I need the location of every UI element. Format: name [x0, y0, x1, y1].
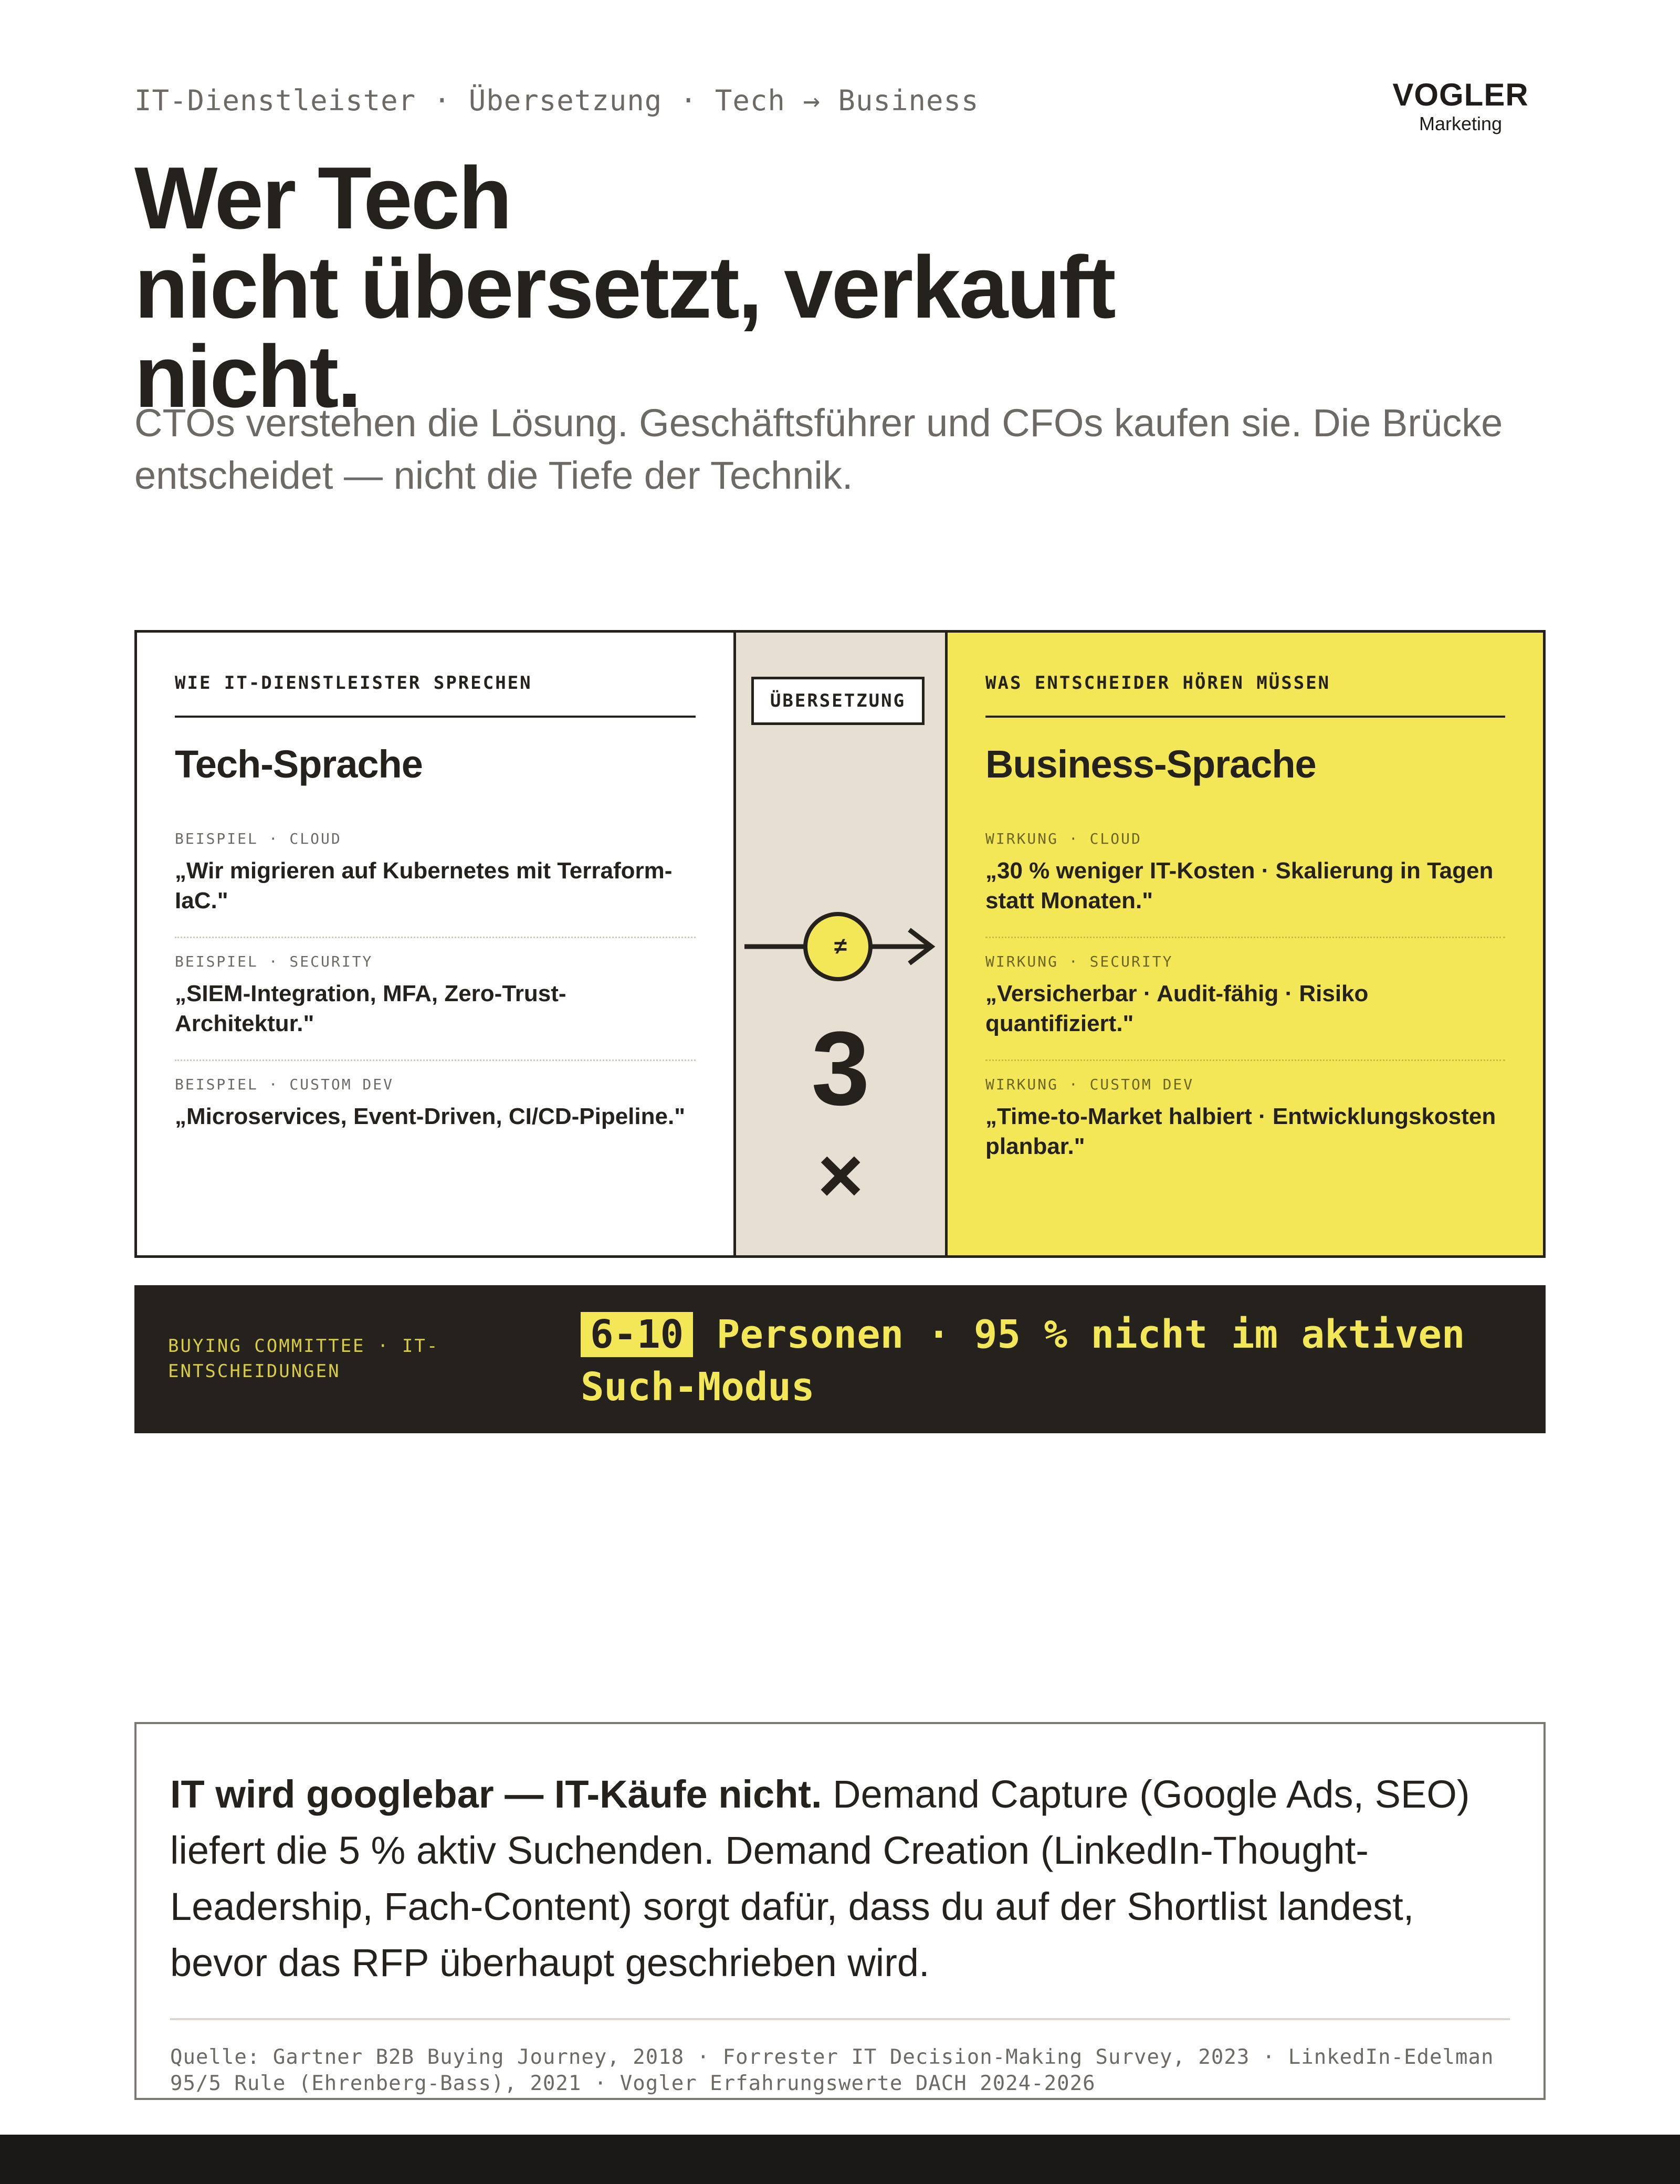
- tech-example-custom-dev: [175, 1061, 696, 1152]
- example-label: BEISPIEL · SECURITY: [175, 953, 373, 970]
- insight-text: [170, 1766, 1510, 1991]
- not-equal-icon: ≠: [834, 933, 847, 959]
- multiply-icon: ×: [817, 1131, 864, 1219]
- headline: [134, 149, 1342, 426]
- example-text: „Microservices, Event-Driven, CI/CD-Pipeline.": [175, 1104, 686, 1129]
- effect-text: „Versicherbar · Audit-fähig · Risiko quantifiziert.": [985, 981, 1369, 1036]
- tech-example-security: [175, 938, 696, 1061]
- divider: [170, 2018, 1510, 2020]
- translation-column: [736, 633, 948, 1255]
- business-effect-custom-dev: [985, 1061, 1505, 1182]
- example-text: „Wir migrieren auf Kubernetes mit Terraform-IaC.": [175, 858, 673, 914]
- insight-lead: IT wird googlebar — IT-Käufe nicht.: [170, 1772, 822, 1816]
- source-citation: Quelle: Gartner B2B Buying Journey, 2018 · Forrester IT Decision-Making Survey, 2023 · LinkedIn-Edelman 95/5 Rule (Ehrenberg-Bass), 2021 · Vogler Erfahrungswerte DACH 2024-2026: [170, 2045, 1494, 2095]
- tech-example-cloud: [175, 815, 696, 938]
- tech-column-eyebrow: WIE IT-DIENSTLEISTER SPRECHEN: [175, 673, 696, 718]
- business-column-eyebrow: WAS ENTSCHEIDER HÖREN MÜSSEN: [985, 673, 1505, 718]
- translation-badge: ÜBERSETZUNG: [751, 677, 925, 725]
- example-label: BEISPIEL · CUSTOM DEV: [175, 1076, 394, 1093]
- logo-subline: Marketing: [1419, 113, 1503, 134]
- headline-line-3: nicht.: [134, 327, 360, 426]
- insight-card: [134, 1722, 1546, 2100]
- stat-rest: Personen · 95 % nicht im aktiven Such-Modus: [581, 1312, 1465, 1410]
- footer-bar: [0, 2135, 1680, 2184]
- brand-logo[interactable]: [1377, 78, 1545, 135]
- example-label: BEISPIEL · CLOUD: [175, 830, 342, 847]
- headline-line-2: nicht übersetzt, verkauft: [134, 238, 1115, 337]
- stat-label: BUYING COMMITTEE · IT-ENTSCHEIDUNGEN: [168, 1336, 439, 1382]
- business-language-column: [948, 633, 1543, 1255]
- effect-label: WIRKUNG · CUSTOM DEV: [985, 1076, 1194, 1093]
- stat-value: [581, 1308, 1526, 1413]
- translation-count: 3: [811, 1010, 870, 1127]
- headline-line-1: Wer Tech: [134, 149, 511, 247]
- kicker: IT-Dienstleister · Übersetzung · Tech → Business: [134, 84, 979, 117]
- business-column-title: Business-Sprache: [985, 742, 1316, 786]
- example-text: „SIEM-Integration, MFA, Zero-Trust-Architektur.": [175, 981, 566, 1036]
- comparison-panel: [134, 630, 1546, 1258]
- tech-column-title: Tech-Sprache: [175, 742, 423, 786]
- subline: CTOs verstehen die Lösung. Geschäftsführer und CFOs kaufen sie. Die Brücke entscheidet — nicht die Tiefe der Technik.: [134, 401, 1503, 497]
- effect-label: WIRKUNG · CLOUD: [985, 830, 1142, 847]
- effect-text: „30 % weniger IT-Kosten · Skalierung in Tagen statt Monaten.": [985, 858, 1494, 914]
- effect-text: „Time-to-Market halbiert · Entwicklungskosten planbar.": [985, 1104, 1496, 1159]
- insight-body: Demand Capture (Google Ads, SEO) liefert die 5 % aktiv Suchenden. Demand Creation (LinkedIn-Thought-Leadership, Fach-Content) sorgt dafür, dass du auf der Shortlist landest, bevor das RFP überhaupt geschrieben wird.: [170, 1772, 1470, 1984]
- business-effect-cloud: [985, 815, 1505, 938]
- buying-committee-bar: [134, 1285, 1546, 1433]
- stat-highlight: 6-10: [581, 1312, 693, 1357]
- effect-label: WIRKUNG · SECURITY: [985, 953, 1173, 970]
- logo-wordmark: VOGLER: [1392, 77, 1529, 112]
- tech-language-column: [137, 633, 736, 1255]
- business-effect-security: [985, 938, 1505, 1061]
